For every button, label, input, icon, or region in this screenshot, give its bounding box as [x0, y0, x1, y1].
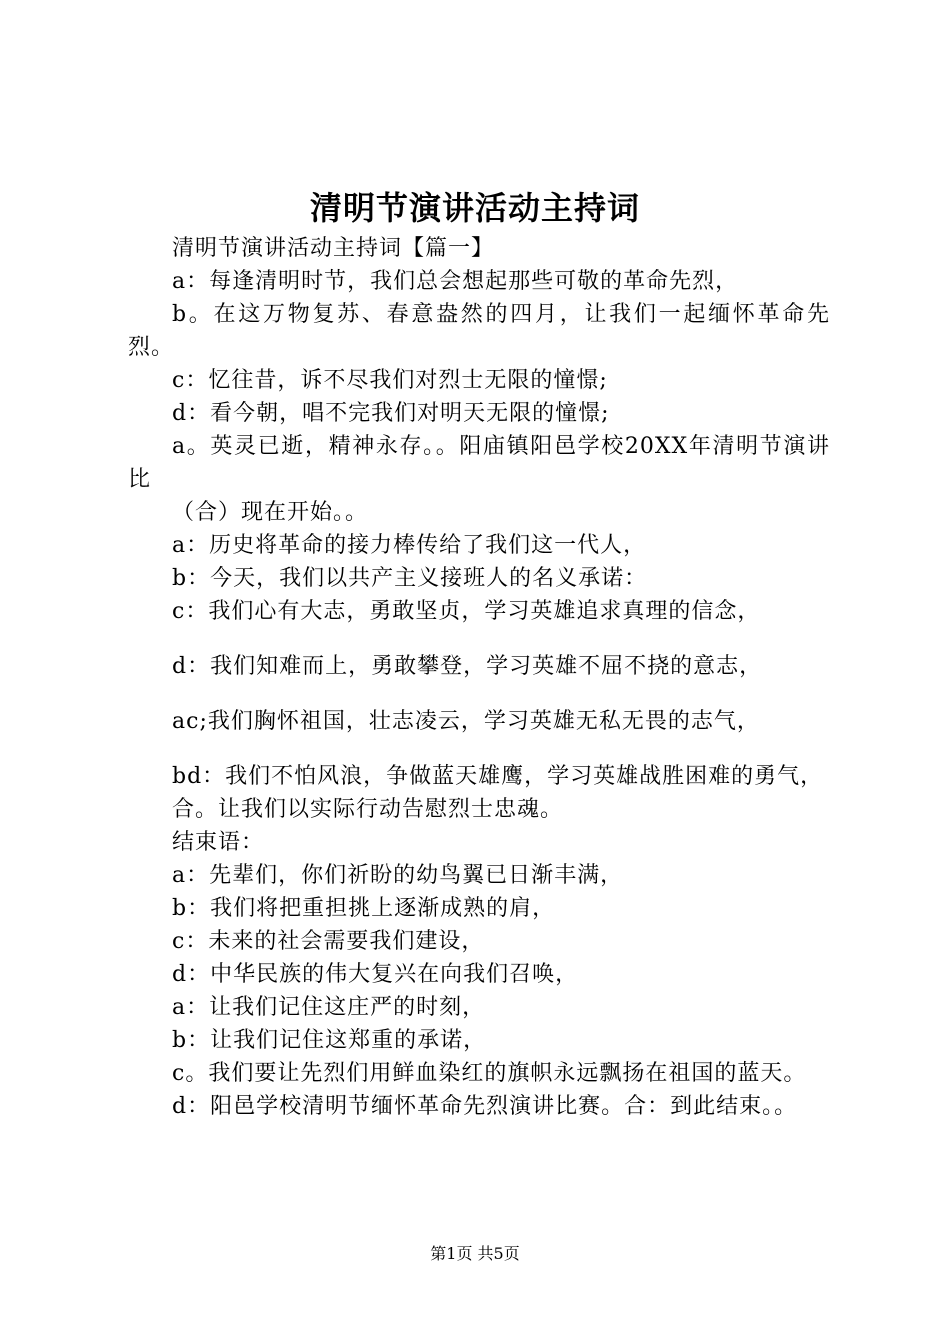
paragraph: a：先辈们，你们祈盼的幼鸟翼已日渐丰满， [172, 863, 624, 888]
paragraph-heading: 清明节演讲活动主持词【篇一】 [172, 236, 495, 261]
paragraph: c。我们要让先烈们用鲜血染红的旗帜永远飘扬在祖国的蓝天。 [172, 1061, 807, 1086]
paragraph: a：每逢清明时节，我们总会想起那些可敬的革命先烈， [172, 269, 739, 294]
document-title: 清明节演讲活动主持词 [309, 189, 640, 227]
paragraph: b。在这万物复苏、春意盎然的四月，让我们一起缅怀革命先烈。 [128, 302, 830, 360]
paragraph: bd：我们不怕风浪，争做蓝天雄鹰，学习英雄战胜困难的勇气， [172, 764, 824, 789]
paragraph: b：今天，我们以共产主义接班人的名义承诺： [172, 566, 648, 591]
paragraph: a：历史将革命的接力棒传给了我们这一代人， [172, 533, 647, 558]
paragraph: c：我们心有大志，勇敢坚贞，学习英雄追求真理的信念， [172, 599, 761, 624]
paragraph: a。英灵已逝，精神永存。。阳庙镇阳邑学校20XX年清明节演讲比 [128, 434, 830, 492]
paragraph: a：让我们记住这庄严的时刻， [172, 995, 486, 1020]
paragraph: b：让我们记住这郑重的承诺， [172, 1028, 487, 1053]
page-footer: 第1页 共5页 [430, 1244, 520, 1263]
paragraph: （合）现在开始。。 [172, 500, 369, 525]
paragraph: d：我们知难而上，勇敢攀登，学习英雄不屈不挠的意志， [172, 654, 763, 679]
paragraph: c：未来的社会需要我们建设， [172, 929, 485, 954]
paragraph: d：看今朝，唱不完我们对明天无限的憧憬; [172, 401, 610, 426]
paragraph: 结束语： [172, 830, 265, 855]
paragraph: c：忆往昔，诉不尽我们对烈士无限的憧憬; [172, 368, 608, 393]
document-body [128, 232, 830, 1123]
paragraph: 合。让我们以实际行动告慰烈士忠魂。 [172, 797, 564, 822]
paragraph: d：中华民族的伟大复兴在向我们召唤， [172, 962, 579, 987]
paragraph: d：阳邑学校清明节缅怀革命先烈演讲比赛。合：到此结束。。 [172, 1094, 798, 1119]
paragraph: b：我们将把重担挑上逐渐成熟的肩， [172, 896, 556, 921]
paragraph: ac;我们胸怀祖国，壮志凌云，学习英雄无私无畏的志气， [172, 709, 760, 734]
